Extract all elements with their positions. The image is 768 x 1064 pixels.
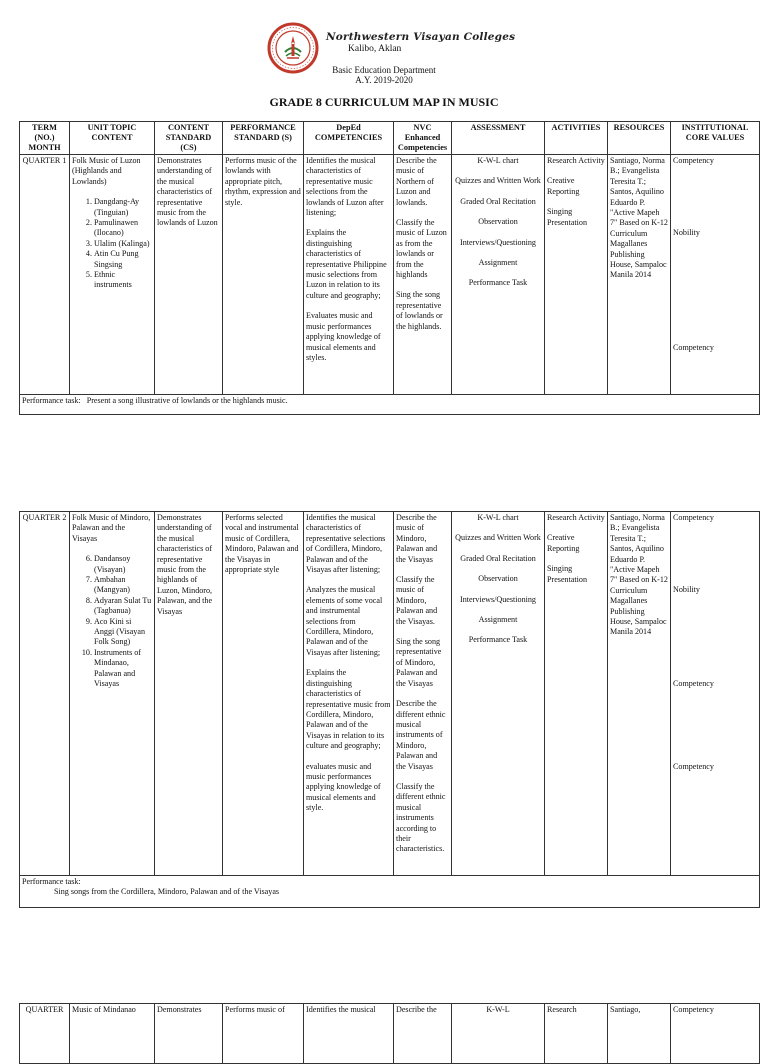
column-header-performance-standard: PERFORMANCE STANDARD (S) [223, 122, 304, 155]
activities-cell: Research [545, 1004, 608, 1064]
performance-task-text: Present a song illustrative of lowlands or the highlands music. [86, 396, 288, 405]
column-header-core-values: INSTITUTIONAL CORE VALUES [671, 122, 760, 155]
topic-cell [70, 155, 155, 395]
performance-task-row [20, 876, 760, 908]
content-standard-cell: Demonstrates [155, 1004, 223, 1064]
core-value: Competency [673, 762, 714, 772]
column-header-activities: ACTIVITIES [545, 122, 608, 155]
core-value: Competency [673, 513, 714, 522]
assessment-cell [452, 155, 545, 395]
table-header-row [20, 122, 760, 155]
nvc-text: Sing the song representative of Mindoro, Palawan and the Visayas [396, 637, 442, 688]
deped-cell [304, 512, 394, 876]
nvc-cell: Describe the [394, 1004, 452, 1064]
performance-task-cell [20, 395, 760, 415]
nvc-text: Describe the music of Mindoro, Palawan and the Visayas [396, 513, 438, 564]
activity-item: Research Activity [547, 513, 605, 522]
assessment-item: Assignment [478, 258, 518, 268]
term-cell: QUARTER 2 [20, 512, 70, 876]
core-value: Competency [673, 342, 714, 352]
performance-standard-cell: Performs selected vocal and instrumental music of Cordillera, Mindoro, Palawan and the Visayas in appropriate style [223, 512, 304, 876]
list-item: 2. Pamulinawen (Ilocano) [94, 218, 152, 239]
core-values-cell [671, 512, 760, 876]
assessment-item: Quizzes and Written Work [455, 176, 541, 186]
performance-task-label: Performance task: [22, 396, 81, 405]
topic-cell: Music of Mindanao [70, 1004, 155, 1064]
list-item: 8. Adyaran Sulat Tu (Tagbanua) [94, 596, 152, 617]
curriculum-table-quarter-3 [19, 1003, 760, 1064]
assessment-item: Observation [478, 217, 518, 227]
resources-cell: Santiago, Norma B.; Evangelista Teresita T.; Santos, Aquilino Eduardo P. "Active Mapeh 7" Based on K-12 Curriculum Magallanes Publishing House, Sampaloc Manila 2014 [608, 155, 671, 395]
performance-task-text: Sing songs from the Cordillera, Mindoro, Palawan and of the Visayas [54, 887, 280, 897]
topic-list [72, 197, 152, 291]
list-item: 6. Dandansoy (Visayan) [94, 554, 152, 575]
competency-text: evaluates music and music performances applying knowledge of musical elements and style. [306, 761, 381, 813]
nvc-text: Describe the music of Northern of Luzon and lowlands. [396, 156, 437, 207]
term-cell: QUARTER 1 [20, 155, 70, 395]
department-name: Basic Education Department [332, 65, 436, 75]
list-item: 4. Atin Cu Pung Singsing [94, 249, 152, 270]
core-value: Nobility [673, 585, 700, 595]
column-header-term: TERM (NO.) MONTH [20, 122, 70, 155]
table-row [20, 512, 760, 876]
topic-intro: Folk Music of Mindoro, Palawan and the Visayas [72, 513, 151, 543]
performance-task-cell [20, 876, 760, 908]
assessment-item: Observation [478, 574, 518, 584]
assessment-item: K-W-L chart [477, 156, 519, 165]
assessment-item: Assignment [478, 615, 518, 625]
assessment-item: Graded Oral Recitation [460, 553, 536, 563]
nvc-text: Classify the different ethnic musical instruments according to their characteristics. [396, 781, 446, 854]
activity-item: Research Activity [547, 156, 605, 165]
list-item: 9. Aco Kini si Anggi (Visayan Folk Song) [94, 617, 152, 648]
deped-cell: Identifies the musical [304, 1004, 394, 1064]
nvc-text: Sing the song representative of lowlands or the highlands. [396, 290, 443, 331]
academic-year: A.Y. 2019-2020 [355, 75, 413, 85]
competency-text: Evaluates music and music performances applying knowledge of musical elements and styles. [306, 311, 381, 362]
column-header-resources: RESOURCES [608, 122, 671, 155]
topic-intro: Folk Music of Luzon (Highlands and Lowlands) [72, 156, 141, 186]
column-header-content-standard: CONTENT STANDARD (CS) [155, 122, 223, 155]
core-values-cell [671, 155, 760, 395]
assessment-item: Performance Task [468, 635, 528, 645]
performance-task-row [20, 395, 760, 415]
nvc-cell [394, 512, 452, 876]
assessment-item: Interviews/Questioning [460, 594, 536, 604]
core-values-cell: Competency [671, 1004, 760, 1064]
table-row [20, 1004, 760, 1064]
assessment-item: Interviews/Questioning [460, 237, 536, 247]
activities-cell [545, 155, 608, 395]
competency-text: Explains the distinguishing characteristics of representative music from Cordillera, Mindoro, Palawan and of the Visayas in relation to its culture and geography; [306, 668, 391, 751]
nvc-text: Classify the music of Luzon as from the lowlands or from the highlands [396, 218, 447, 280]
column-header-topic: UNIT TOPIC CONTENT [70, 122, 155, 155]
assessment-item: Quizzes and Written Work [455, 533, 541, 543]
core-value: Competency [673, 156, 714, 165]
activity-item: Singing Presentation [547, 564, 588, 584]
core-value: Competency [673, 678, 714, 688]
curriculum-table-quarter-2 [19, 511, 760, 908]
competency-text: Identifies the musical characteristics of representative music selections from the lowlands of Luzon after listening; [306, 156, 384, 218]
assessment-item: K-W-L chart [477, 513, 519, 522]
core-value: Nobility [673, 228, 700, 238]
activity-item: Creative Reporting [547, 176, 580, 196]
topic-cell [70, 512, 155, 876]
competency-text: Analyzes the musical elements of some vocal and instrumental selections from Cordillera, Mindoro, Palawan and of the Visayas after listening; [306, 585, 383, 657]
competency-text: Identifies the musical characteristics of representative selections of Cordillera, Mindoro, Palawan and of the Visayas after listening; [306, 513, 386, 575]
assessment-item: Performance Task [468, 278, 528, 288]
assessment-cell: K-W-L [452, 1004, 545, 1064]
school-name: Northwestern Visayan Colleges [326, 31, 516, 43]
activity-item: Singing Presentation [547, 207, 588, 227]
column-header-deped: DepEd COMPETENCIES [304, 122, 394, 155]
content-standard-cell: Demonstrates understanding of the musical characteristics of representative music from the lowlands of Luzon [155, 155, 223, 395]
school-location: Kalibo, Aklan [348, 44, 402, 54]
list-item: 10. Instruments of Mindanao, Palawan and Visayas [94, 648, 152, 690]
term-cell: QUARTER [20, 1004, 70, 1064]
content-standard-cell: Demonstrates understanding of the musical characteristics of representative music from the highlands of Luzon, Mindoro, Palawan, and the Visayas [155, 512, 223, 876]
competency-text: Explains the distinguishing characteristics of representative Philippine music selections from Luzon in relation to its culture and geography; [306, 228, 387, 300]
nvc-cell [394, 155, 452, 395]
resources-cell: Santiago, [608, 1004, 671, 1064]
assessment-item: Graded Oral Recitation [460, 196, 536, 206]
deped-cell [304, 155, 394, 395]
curriculum-table-quarter-1 [19, 121, 760, 415]
performance-standard-cell: Performs music of [223, 1004, 304, 1064]
list-item: 5. Ethnic instruments [94, 270, 152, 291]
nvc-text: Describe the different ethnic musical instruments of Mindoro, Palawan and the Visayas [396, 699, 446, 771]
column-header-assessment: ASSESSMENT [452, 122, 545, 155]
topic-list [72, 554, 152, 689]
table-row [20, 155, 760, 395]
list-item: 1. Dangdang-Ay (Tinguian) [94, 197, 152, 218]
column-header-nvc: NVC Enhanced Competencies [394, 122, 452, 155]
resources-cell: Santiago, Norma B.; Evangelista Teresita T.; Santos, Aquilino Eduardo P. "Active Mapeh 7" Based on K-12 Curriculum Magallanes Publishing House, Sampaloc Manila 2014 [608, 512, 671, 876]
activity-item: Creative Reporting [547, 533, 580, 553]
performance-standard-cell: Performs music of the lowlands with appropriate pitch, rhythm, expression and style. [223, 155, 304, 395]
activities-cell [545, 512, 608, 876]
performance-task-label: Performance task: [22, 877, 81, 886]
nvc-text: Classify the music of Mindoro, Palawan and the Visayas. [396, 575, 438, 626]
list-item: 7. Ambahan (Mangyan) [94, 575, 152, 596]
assessment-cell [452, 512, 545, 876]
list-item: 3. Ulalim (Kalinga) [94, 239, 152, 249]
page-title: GRADE 8 CURRICULUM MAP IN MUSIC [269, 95, 499, 109]
